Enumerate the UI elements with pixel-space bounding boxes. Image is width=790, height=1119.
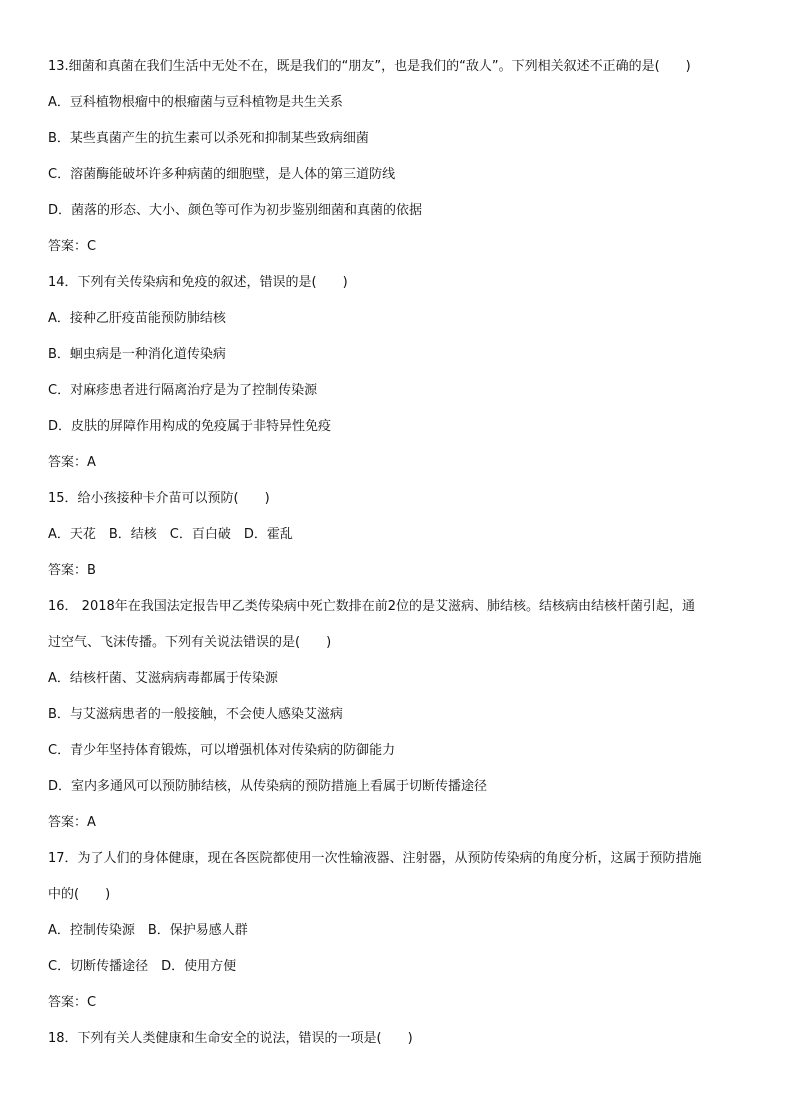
question-16-answer: 答案：A [48, 815, 96, 830]
question-13-stem: 13.细菌和真菌在我们生活中无处不在，既是我们的“朋友”，也是我们的“敌人”。下列相关叙述不正确的是( ) [48, 59, 691, 74]
question-14-stem: 14．下列有关传染病和免疫的叙述，错误的是( ) [48, 275, 348, 290]
question-13-option-c: C．溶菌酶能破坏许多种病菌的细胞壁，是人体的第三道防线 [48, 167, 396, 182]
question-17-stem-line-2: 中的( ) [48, 887, 111, 902]
question-16-option-c: C．青少年坚持体育锻炼，可以增强机体对传染病的防御能力 [48, 743, 396, 758]
question-14-option-d: D．皮肤的屏障作用构成的免疫属于非特异性免疫 [48, 419, 332, 434]
question-14-option-a: A．接种乙肝疫苗能预防肺结核 [48, 311, 226, 326]
question-18-stem: 18．下列有关人类健康和生命安全的说法，错误的一项是( ) [48, 1031, 413, 1046]
question-15-answer: 答案：B [48, 563, 96, 578]
question-15-stem: 15．给小孩接种卡介苗可以预防( ) [48, 491, 270, 506]
question-13-option-a: A．豆科植物根瘤中的根瘤菌与豆科植物是共生关系 [48, 95, 343, 110]
question-17-stem-line-1: 17．为了人们的身体健康，现在各医院都使用一次性输液器、注射器，从预防传染病的角度分析，这属于预防措施 [48, 851, 702, 866]
question-13-option-b: B．某些真菌产生的抗生素可以杀死和抑制某些致病细菌 [48, 131, 369, 146]
question-17-options-line-2: C．切断传播途径 D．使用方便 [48, 959, 237, 974]
question-16-option-a: A．结核杆菌、艾滋病病毒都属于传染源 [48, 671, 278, 686]
question-13-answer: 答案：C [48, 239, 97, 254]
question-16-option-b: B．与艾滋病患者的一般接触，不会使人感染艾滋病 [48, 707, 343, 722]
question-17-answer: 答案：C [48, 995, 97, 1010]
question-16-stem-line-1: 16． 2018年在我国法定报告甲乙类传染病中死亡数排在前2位的是艾滋病、肺结核。结核病由结核杆菌引起，通 [48, 599, 696, 614]
question-17-options-line-1: A．控制传染源 B．保护易感人群 [48, 923, 248, 938]
question-14-answer: 答案：A [48, 455, 96, 470]
question-16-option-d: D．室内多通风可以预防肺结核，从传染病的预防措施上看属于切断传播途径 [48, 779, 488, 794]
question-14-option-c: C．对麻疹患者进行隔离治疗是为了控制传染源 [48, 383, 318, 398]
question-13-option-d: D．菌落的形态、大小、颜色等可作为初步鉴别细菌和真菌的依据 [48, 203, 423, 218]
question-14-option-b: B．蛔虫病是一种消化道传染病 [48, 347, 226, 362]
question-16-stem-line-2: 过空气、飞沫传播。下列有关说法错误的是( ) [48, 635, 332, 650]
question-15-options: A．天花 B．结核 C．百白破 D．霍乱 [48, 527, 293, 542]
